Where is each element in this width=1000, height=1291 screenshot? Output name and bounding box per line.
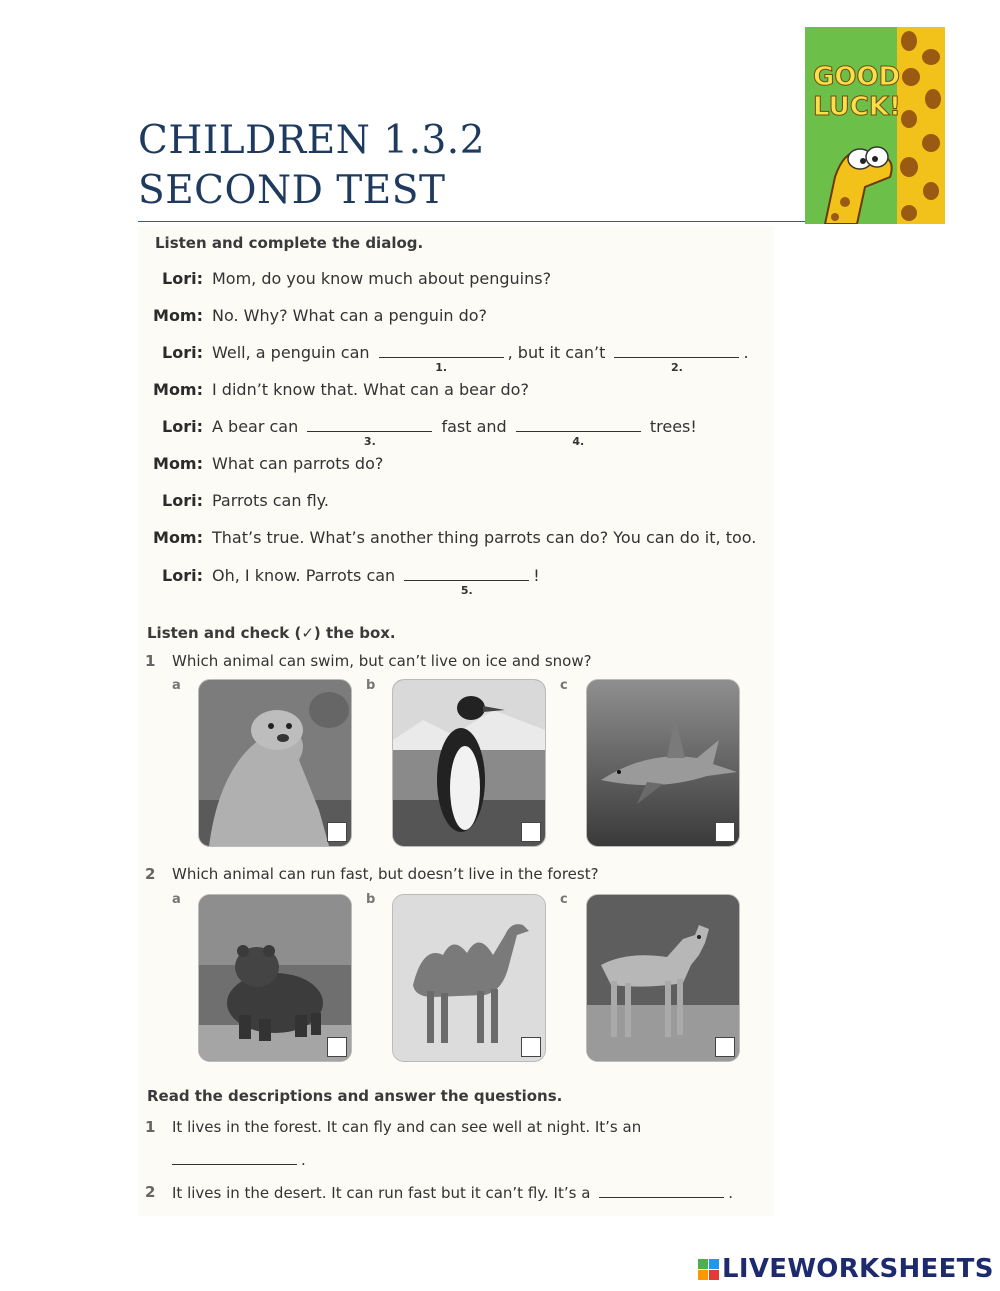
dialog-text: I didn’t know that. What can a bear do?	[212, 380, 529, 399]
speaker-label: Lori:	[162, 491, 203, 510]
good-luck-badge	[805, 27, 945, 224]
question-number: 1	[145, 1118, 156, 1136]
description-text: It lives in the desert. It can run fast but it can’t fly. It’s a .	[172, 1184, 733, 1202]
question-number: 2	[145, 865, 156, 883]
svg-text:GOOD: GOOD	[813, 62, 901, 92]
speaker-label: Lori:	[162, 269, 203, 288]
liveworksheets-logo	[698, 1254, 994, 1284]
description-text: It lives in the forest. It can fly and can see well at night. It’s an	[172, 1118, 642, 1136]
option-label: a	[172, 892, 181, 907]
liveworksheets-icon	[698, 1259, 720, 1281]
speaker-label: Mom:	[153, 380, 203, 399]
penguin-image	[392, 679, 546, 847]
deer-image	[586, 894, 740, 1062]
answer-blank-2[interactable]: 2.	[614, 343, 739, 358]
question-number: 2	[145, 1183, 156, 1201]
question-number: 1	[145, 652, 156, 670]
svg-text:LUCK!: LUCK!	[813, 92, 901, 122]
title-divider	[138, 221, 838, 222]
speaker-label: Mom:	[153, 454, 203, 473]
section3-heading: Read the descriptions and answer the questions.	[147, 1087, 563, 1105]
dialog-text: Oh, I know. Parrots can 5. !	[212, 566, 540, 597]
checkbox-1c[interactable]	[715, 822, 735, 842]
speaker-label: Lori:	[162, 417, 203, 436]
answer-blank-desc-2[interactable]	[599, 1183, 724, 1198]
camel-image	[392, 894, 546, 1062]
page-title-line1: CHILDREN 1.3.2	[138, 118, 486, 163]
dialog-text: Well, a penguin can 1. , but it can’t 2. .	[212, 343, 749, 374]
checkbox-1b[interactable]	[521, 822, 541, 842]
question-text: Which animal can run fast, but doesn’t live in the forest?	[172, 865, 599, 883]
checkbox-1a[interactable]	[327, 822, 347, 842]
option-label: c	[560, 892, 568, 907]
bear-image	[198, 894, 352, 1062]
page-title-line2: SECOND TEST	[138, 168, 446, 213]
dialog-text: No. Why? What can a penguin do?	[212, 306, 488, 325]
option-label: b	[366, 678, 376, 693]
shark-image	[586, 679, 740, 847]
option-label: a	[172, 678, 181, 693]
section2-heading: Listen and check (✓) the box.	[147, 624, 396, 642]
option-label: c	[560, 678, 568, 693]
answer-blank-4[interactable]: 4.	[516, 417, 641, 432]
dialog-text: What can parrots do?	[212, 454, 384, 473]
dialog-text: That’s true. What’s another thing parrots can do? You can do it, too.	[212, 528, 757, 547]
checkbox-2c[interactable]	[715, 1037, 735, 1057]
checkbox-2b[interactable]	[521, 1037, 541, 1057]
option-label: b	[366, 892, 376, 907]
speaker-label: Mom:	[153, 306, 203, 325]
section1-heading: Listen and complete the dialog.	[155, 234, 424, 252]
answer-blank-1[interactable]: 1.	[379, 343, 504, 358]
dialog-text: A bear can 3. fast and 4. trees!	[212, 417, 697, 448]
speaker-label: Mom:	[153, 528, 203, 547]
dialog-text: Parrots can fly.	[212, 491, 329, 510]
dialog-text: Mom, do you know much about penguins?	[212, 269, 552, 288]
answer-line-1: .	[172, 1150, 306, 1169]
brand-name: LIVEWORKSHEETS	[722, 1254, 994, 1284]
answer-blank-desc-1[interactable]	[172, 1150, 297, 1165]
speaker-label: Lori:	[162, 343, 203, 362]
checkbox-2a[interactable]	[327, 1037, 347, 1057]
question-text: Which animal can swim, but can’t live on ice and snow?	[172, 652, 592, 670]
answer-blank-3[interactable]: 3.	[307, 417, 432, 432]
speaker-label: Lori:	[162, 566, 203, 585]
sea-lion-image	[198, 679, 352, 847]
answer-blank-5[interactable]: 5.	[404, 566, 529, 581]
